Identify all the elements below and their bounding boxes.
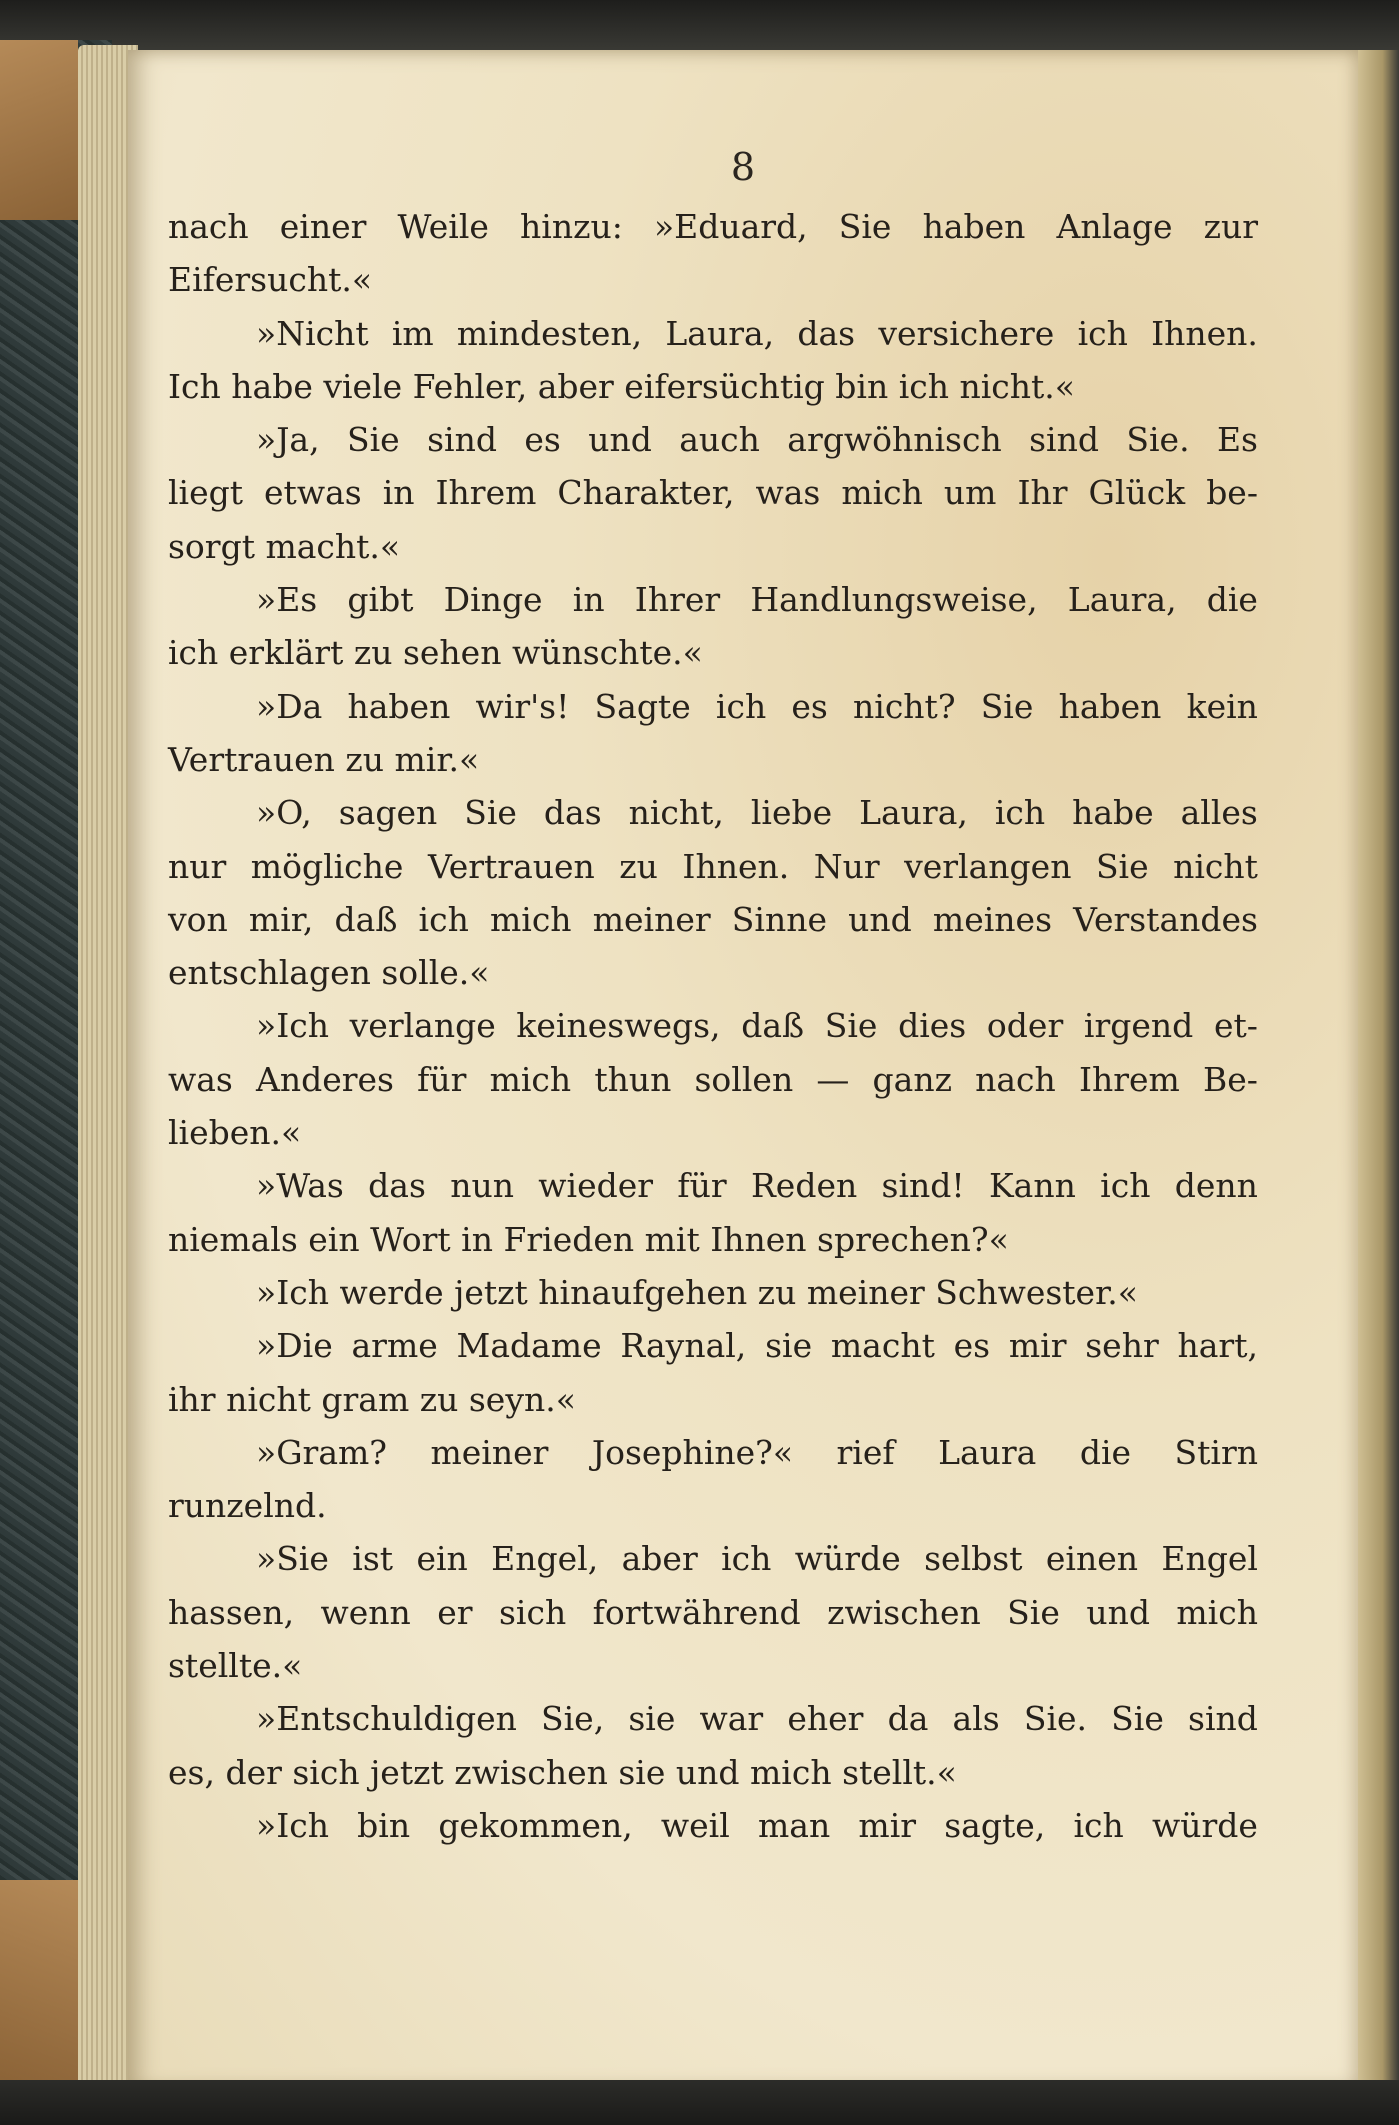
text-line	[168, 1053, 1258, 1106]
word: ich	[994, 793, 1046, 833]
word: »Ja,	[256, 420, 320, 460]
word: sie	[765, 1326, 813, 1366]
word: würde	[794, 1539, 901, 1579]
book-cover-leather-corner-bottom	[0, 1880, 78, 2090]
text-line-content: stellte.«	[168, 1646, 303, 1686]
word: verlangen	[904, 846, 1072, 886]
word: Engel	[1161, 1539, 1258, 1579]
word: nicht	[1173, 846, 1258, 886]
word: ist	[352, 1539, 394, 1579]
body-text	[168, 200, 1258, 1852]
word: wenn	[320, 1592, 411, 1632]
word: mich	[841, 473, 923, 513]
word: es	[791, 686, 828, 726]
word: haben	[347, 686, 451, 726]
word: Charakter,	[557, 473, 735, 513]
text-line	[168, 1692, 1258, 1745]
text-line-content: entschlagen solle.«	[168, 953, 490, 993]
word: die	[1079, 1432, 1132, 1472]
word: und	[1086, 1592, 1150, 1632]
word: meines	[932, 899, 1052, 939]
word: meiner	[592, 899, 711, 939]
word: hinzu:	[520, 207, 623, 246]
text-line	[168, 946, 1258, 999]
word: Laura	[938, 1432, 1037, 1472]
word: nicht,	[628, 793, 724, 833]
word: Sie.	[1023, 1699, 1088, 1739]
text-line	[168, 1373, 1258, 1426]
word: etwas	[264, 473, 362, 513]
word: et-	[1213, 1006, 1258, 1046]
word: er	[437, 1592, 473, 1632]
word: Sie	[464, 793, 517, 833]
word: Ihnen.	[1151, 313, 1258, 353]
word: sehr	[1085, 1326, 1159, 1366]
word: Sie	[838, 207, 892, 246]
word: zwischen	[827, 1592, 981, 1632]
word: zu	[619, 846, 658, 886]
text-line	[168, 1319, 1258, 1372]
word: eher	[787, 1699, 864, 1739]
word: Stirn	[1174, 1432, 1258, 1472]
text-line	[168, 840, 1258, 893]
word: mögliche	[250, 846, 404, 886]
text-line	[168, 520, 1258, 573]
word: mir	[858, 1805, 917, 1845]
text-line-content: Eifersucht.«	[168, 260, 373, 300]
word: sind	[1188, 1699, 1258, 1739]
word: sagen	[338, 793, 438, 833]
word: um	[943, 473, 997, 513]
word: Ihnen.	[682, 846, 790, 886]
book-cover-leather-corner-top	[0, 40, 78, 220]
word: gibt	[347, 580, 414, 620]
word: argwöhnisch	[787, 420, 1002, 460]
text-line-content: ich erklärt zu sehen wünschte.«	[168, 633, 703, 673]
book-top-edge	[0, 0, 1399, 52]
word: versichere	[878, 313, 1055, 353]
word: wir's!	[475, 686, 570, 726]
word: zur	[1203, 207, 1258, 246]
text-line	[168, 1426, 1258, 1479]
word: war	[699, 1699, 764, 1739]
text-line	[168, 253, 1258, 306]
text-line	[168, 200, 1258, 253]
word: sagte,	[944, 1805, 1046, 1845]
word: Be-	[1203, 1059, 1258, 1099]
word: sich	[499, 1592, 567, 1632]
text-line	[168, 1266, 1258, 1319]
text-line-content: sorgt macht.«	[168, 526, 401, 566]
word: liegt	[168, 473, 244, 513]
word: denn	[1174, 1166, 1258, 1206]
text-line	[168, 1799, 1258, 1852]
word: Kann	[989, 1166, 1076, 1206]
word: Ihrem	[435, 473, 537, 513]
word: Laura,	[665, 313, 775, 353]
word: sind	[1029, 420, 1099, 460]
word: Es	[1216, 420, 1258, 460]
word: verlange	[349, 1006, 496, 1046]
word: was	[755, 473, 821, 513]
word: bin	[357, 1805, 411, 1845]
word: weil	[660, 1805, 730, 1845]
word: meiner	[430, 1432, 549, 1472]
word: ich	[1073, 1805, 1124, 1845]
word: Ihrem	[1078, 1059, 1180, 1099]
word: Glück	[1088, 473, 1186, 513]
word: ein	[416, 1539, 468, 1579]
word: Josephine?«	[591, 1432, 794, 1472]
word: gekommen,	[438, 1805, 633, 1845]
word: Engel,	[491, 1539, 599, 1579]
book-bottom-edge	[0, 2080, 1399, 2125]
word: Anderes	[256, 1059, 394, 1099]
word: be-	[1206, 473, 1258, 513]
word: »Es	[256, 580, 318, 620]
word: haben	[922, 207, 1026, 246]
word: »Sie	[256, 1539, 329, 1579]
text-line	[168, 786, 1258, 839]
text-line	[168, 1746, 1258, 1799]
word: das	[543, 793, 602, 833]
word: keineswegs,	[516, 1006, 721, 1046]
word: da	[887, 1699, 929, 1739]
word: einen	[1045, 1539, 1138, 1579]
word: daß	[741, 1006, 805, 1046]
word: »Eduard,	[653, 207, 808, 246]
word: mich	[489, 899, 572, 939]
word: »Da	[256, 686, 323, 726]
text-line-content: ihr nicht gram zu seyn.«	[168, 1379, 576, 1419]
text-line	[168, 733, 1258, 786]
word: Vertrauen	[427, 846, 595, 886]
word: nun	[450, 1166, 514, 1206]
word: —	[816, 1059, 850, 1099]
word: es	[953, 1326, 991, 1366]
word: nur	[168, 846, 227, 886]
facing-page-edge	[1358, 50, 1399, 2090]
text-line	[168, 466, 1258, 519]
word: Anlage	[1056, 207, 1173, 246]
text-line	[168, 1479, 1258, 1532]
word: auch	[679, 420, 760, 460]
word: liebe	[750, 793, 833, 833]
word: alles	[1180, 793, 1258, 833]
word: das	[368, 1166, 426, 1206]
page-number: 8	[730, 145, 756, 189]
word: Laura,	[859, 793, 968, 833]
word: sie	[628, 1699, 676, 1739]
word: das	[797, 313, 856, 353]
word: Sie	[980, 686, 1034, 726]
word: für	[677, 1166, 727, 1206]
word: Sie,	[541, 1699, 605, 1739]
word: für	[417, 1059, 467, 1099]
text-line	[168, 626, 1258, 679]
word: ich	[1077, 313, 1128, 353]
word: oder	[986, 1006, 1064, 1046]
word: sollen	[694, 1059, 794, 1099]
word: daß	[334, 899, 398, 939]
word: es	[524, 420, 561, 460]
word: Madame	[456, 1326, 602, 1366]
word: »Entschuldigen	[256, 1699, 517, 1739]
word: Nur	[813, 846, 880, 886]
word: thun	[594, 1059, 672, 1099]
word: selbst	[924, 1539, 1023, 1579]
word: nach	[975, 1059, 1056, 1099]
word: Verstandes	[1073, 899, 1258, 939]
word: aber	[621, 1539, 698, 1579]
word: hart,	[1177, 1326, 1258, 1366]
word: »Die	[256, 1326, 333, 1366]
word: in	[382, 473, 415, 513]
word: mich	[489, 1059, 572, 1099]
word: ich	[715, 686, 767, 726]
word: kein	[1186, 686, 1258, 726]
word: man	[757, 1805, 831, 1845]
word: sind	[427, 420, 497, 460]
word: Weile	[397, 207, 489, 246]
word: Sie	[1095, 846, 1149, 886]
text-line-content: »Ich werde jetzt hinaufgehen zu meiner Schwester.«	[256, 1272, 1138, 1312]
text-line-content: runzelnd.	[168, 1486, 327, 1526]
text-line	[168, 1213, 1258, 1266]
word: »O,	[256, 793, 312, 833]
text-line	[168, 1586, 1258, 1639]
text-line	[168, 680, 1258, 733]
text-line	[168, 1532, 1258, 1585]
word: »Gram?	[256, 1432, 387, 1472]
word: Raynal,	[620, 1326, 747, 1366]
word: mindesten,	[456, 313, 643, 353]
word: macht	[830, 1326, 935, 1366]
word: nach	[168, 207, 249, 246]
word: in	[572, 580, 605, 620]
word: Ihr	[1017, 473, 1068, 513]
word: »Was	[256, 1166, 344, 1206]
text-line	[168, 1159, 1258, 1212]
word: Sie	[1111, 1699, 1164, 1739]
word: »Nicht	[256, 313, 369, 353]
word: wieder	[538, 1166, 654, 1206]
word: haben	[1058, 686, 1162, 726]
word: Sie.	[1126, 420, 1190, 460]
word: Sie	[824, 1006, 878, 1046]
word: nicht?	[853, 686, 956, 726]
word: Sie	[346, 420, 400, 460]
word: Handlungsweise,	[750, 580, 1038, 620]
text-line	[168, 1639, 1258, 1692]
text-line	[168, 413, 1258, 466]
word: was	[168, 1059, 233, 1099]
word: als	[952, 1699, 1000, 1739]
text-line	[168, 893, 1258, 946]
word: Dinge	[443, 580, 543, 620]
word: mir	[1008, 1326, 1067, 1366]
word: von	[168, 899, 228, 939]
word: fortwährend	[592, 1592, 801, 1632]
word: Sie	[1007, 1592, 1060, 1632]
text-line	[168, 307, 1258, 360]
word: und	[848, 899, 912, 939]
text-line-content: Ich habe viele Fehler, aber eifersüchtig bin ich nicht.«	[168, 366, 1075, 406]
word: habe	[1072, 793, 1154, 833]
word: ich	[721, 1539, 772, 1579]
word: mir,	[248, 899, 314, 939]
word: »Ich	[256, 1006, 329, 1046]
text-line	[168, 573, 1258, 626]
word: Reden	[750, 1166, 858, 1206]
word: Ihrer	[634, 580, 721, 620]
text-line	[168, 999, 1258, 1052]
text-line	[168, 1106, 1258, 1159]
text-line-content: es, der sich jetzt zwischen sie und mich stellt.«	[168, 1752, 957, 1792]
word: Sagte	[594, 686, 691, 726]
word: dies	[898, 1006, 967, 1046]
word: Sinne	[731, 899, 827, 939]
word: einer	[279, 207, 367, 246]
word: mich	[1176, 1592, 1258, 1632]
word: hassen,	[168, 1592, 295, 1632]
word: Laura,	[1067, 580, 1177, 620]
text-line-content: niemals ein Wort in Frieden mit Ihnen sprechen?«	[168, 1219, 1009, 1259]
word: im	[391, 313, 434, 353]
word: würde	[1151, 1805, 1258, 1845]
word: »Ich	[256, 1805, 329, 1845]
word: die	[1206, 580, 1258, 620]
word: und	[588, 420, 652, 460]
text-line	[168, 360, 1258, 413]
word: sind!	[881, 1166, 965, 1206]
word: irgend	[1083, 1006, 1194, 1046]
text-line-content: Vertrauen zu mir.«	[168, 739, 480, 779]
word: arme	[351, 1326, 438, 1366]
word: rief	[836, 1432, 895, 1472]
word: ich	[1100, 1166, 1151, 1206]
word: ich	[418, 899, 469, 939]
text-line-content: lieben.«	[168, 1113, 302, 1153]
word: ganz	[872, 1059, 952, 1099]
